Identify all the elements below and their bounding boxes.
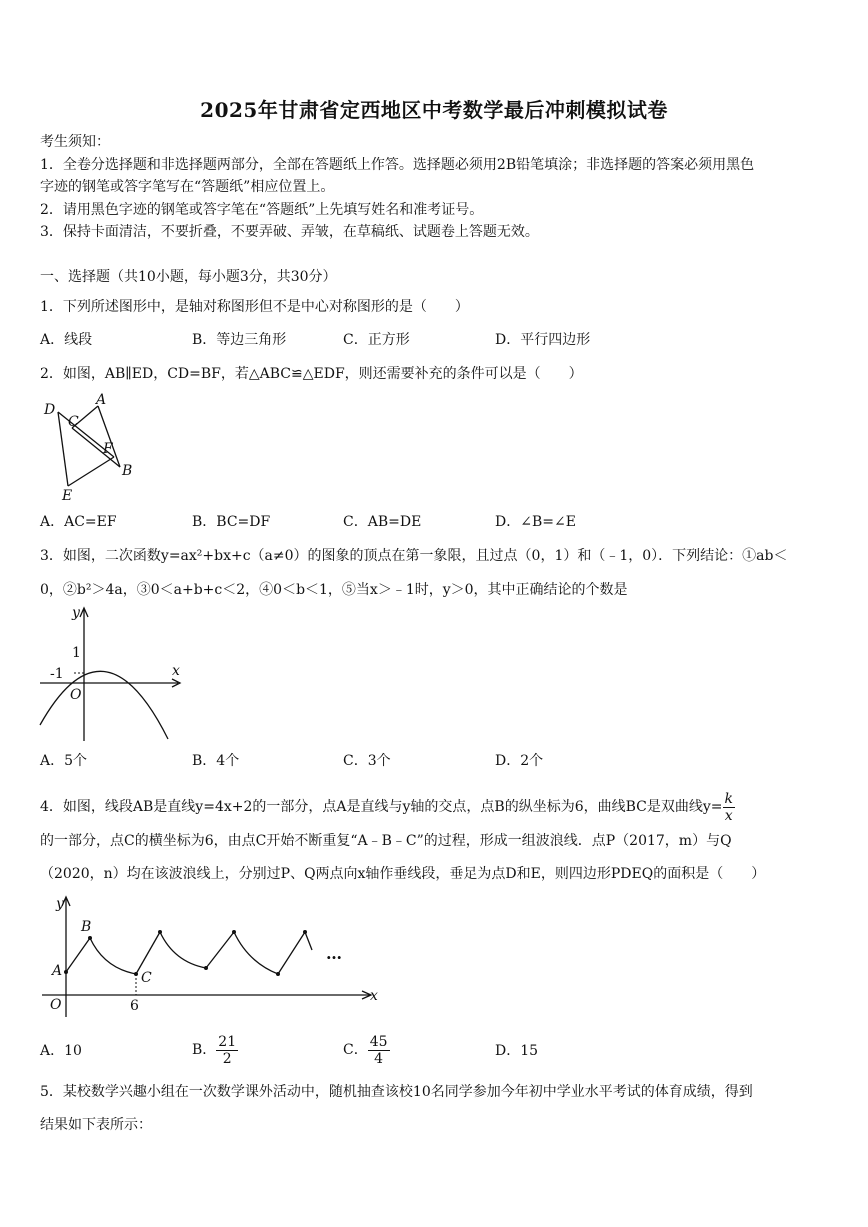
question-4-stem-cont-2: （2020，n）均在该波浪线上，分别过P、Q两点向x轴作垂线段，垂足为点D和E，则四边形PDEQ的面积是（ ） [40, 866, 766, 882]
q4-option-c [343, 1028, 390, 1072]
q2-label-C: C [68, 414, 79, 430]
q2-label-F: F [103, 441, 113, 457]
question-3-stem-cont: 0，②b²＞4a，③0＜a+b+c＜2，④0＜b＜1，⑤当x＞﹣1时，y＞0，其中正确结论的个数是 [40, 582, 628, 598]
q4-option-c-den: 4 [374, 1050, 384, 1067]
notice-heading: 考生须知： [40, 134, 110, 150]
q4-option-c-fraction [368, 1034, 390, 1067]
question-2-stem: 2．如图，AB∥ED，CD=BF，若△ABC≌△EDF，则还需要补充的条件可以是（ ） [40, 366, 583, 382]
q1-option-d: D．平行四边形 [495, 332, 591, 348]
q2-option-c: C．AB=DE [343, 514, 422, 530]
q2-option-b: B．BC=DF [192, 514, 271, 530]
q4-option-b [192, 1028, 238, 1072]
q3-option-b: B．4个 [192, 753, 240, 769]
q1-option-a: A．线段 [40, 332, 93, 348]
q2-option-a: A．AC=EF [40, 514, 117, 530]
q2-triangle-figure [40, 390, 140, 502]
notice-item-1-cont: 字迹的钢笔或答字笔写在“答题纸”相应位置上。 [40, 179, 335, 195]
q3-label-1: 1 [72, 645, 81, 661]
notice-item-3: 3．保持卡面清洁，不要折叠，不要弄破、弄皱，在草稿纸、试题卷上答题无效。 [40, 224, 539, 240]
q2-label-A: A [96, 392, 107, 408]
q4-option-c-prefix: C． [343, 1042, 368, 1058]
q4-label-x: x [370, 988, 378, 1004]
q4-option-a: A．10 [40, 1043, 82, 1059]
q2-option-d: D．∠B=∠E [495, 514, 576, 530]
notice-item-1: 1．全卷分选择题和非选择题两部分，全部在答题纸上作答。选择题必须用2B铅笔填涂；非选择题的答案必须用黑色 [40, 157, 755, 173]
q4-label-O: O [50, 997, 62, 1013]
q4-stem-text: 4．如图，线段AB是直线y=4x+2的一部分，点A是直线与y轴的交点，点B的纵坐标为6，曲线BC是双曲线y= [40, 799, 723, 815]
question-1-stem: 1．下列所述图形中，是轴对称图形但不是中心对称图形的是（ ） [40, 299, 469, 315]
q4-fraction-den: x [724, 807, 733, 824]
q4-label-B: B [81, 919, 92, 935]
q4-option-b-fraction [216, 1034, 238, 1067]
q4-label-A: A [52, 963, 63, 979]
q3-label-O: O [70, 687, 82, 703]
q4-option-d: D．15 [495, 1043, 539, 1059]
q3-label-y: y [72, 605, 80, 621]
q1-option-b: B．等边三角形 [192, 332, 287, 348]
q4-fraction-num: k [724, 790, 733, 807]
q1-option-c: C．正方形 [343, 332, 410, 348]
q3-option-c: C．3个 [343, 753, 391, 769]
q4-label-ellipsis: … [326, 944, 342, 963]
q4-label-C: C [141, 970, 152, 986]
q2-label-E: E [62, 488, 73, 502]
q4-option-b-num: 21 [218, 1033, 237, 1050]
q3-label-x: x [172, 663, 180, 679]
q4-fraction-k-over-x [723, 791, 735, 824]
question-4-stem [40, 790, 735, 824]
q4-option-b-den: 2 [222, 1050, 232, 1067]
question-5-stem: 5．某校数学兴趣小组在一次数学课外活动中，随机抽查该校10名同学参加今年初中学业水平考试的体育成绩，得到 [40, 1084, 753, 1100]
question-4-stem-cont: 的一部分，点C的横坐标为6，由点C开始不断重复“A﹣B﹣C”的过程，形成一组波浪线．点P（2017，m）与Q [40, 833, 732, 849]
q3-parabola-figure [36, 603, 186, 743]
q2-label-D: D [44, 402, 56, 418]
page-title: 2025年甘肃省定西地区中考数学最后冲刺模拟试卷 [200, 98, 668, 122]
q4-option-b-prefix: B． [192, 1042, 217, 1058]
q4-label-y: y [56, 896, 64, 912]
q2-label-B: B [122, 463, 133, 479]
q4-option-c-num: 45 [369, 1033, 388, 1050]
section-heading: 一、选择题（共10小题，每小题3分，共30分） [40, 269, 337, 285]
q4-label-6: 6 [130, 998, 139, 1014]
q3-label-neg1: -1 [50, 666, 64, 682]
q3-option-a: A．5个 [40, 753, 88, 769]
notice-item-2: 2．请用黑色字迹的钢笔或答字笔在“答题纸”上先填写姓名和准考证号。 [40, 202, 484, 218]
q3-option-d: D．2个 [495, 753, 544, 769]
question-3-stem: 3．如图，二次函数y=ax²+bx+c（a≠0）的图象的顶点在第一象限，且过点（0，1）和（﹣1，0）．下列结论：①ab＜ [40, 548, 788, 564]
question-5-stem-cont: 结果如下表所示： [40, 1117, 152, 1133]
q4-wave-figure [40, 892, 385, 1018]
